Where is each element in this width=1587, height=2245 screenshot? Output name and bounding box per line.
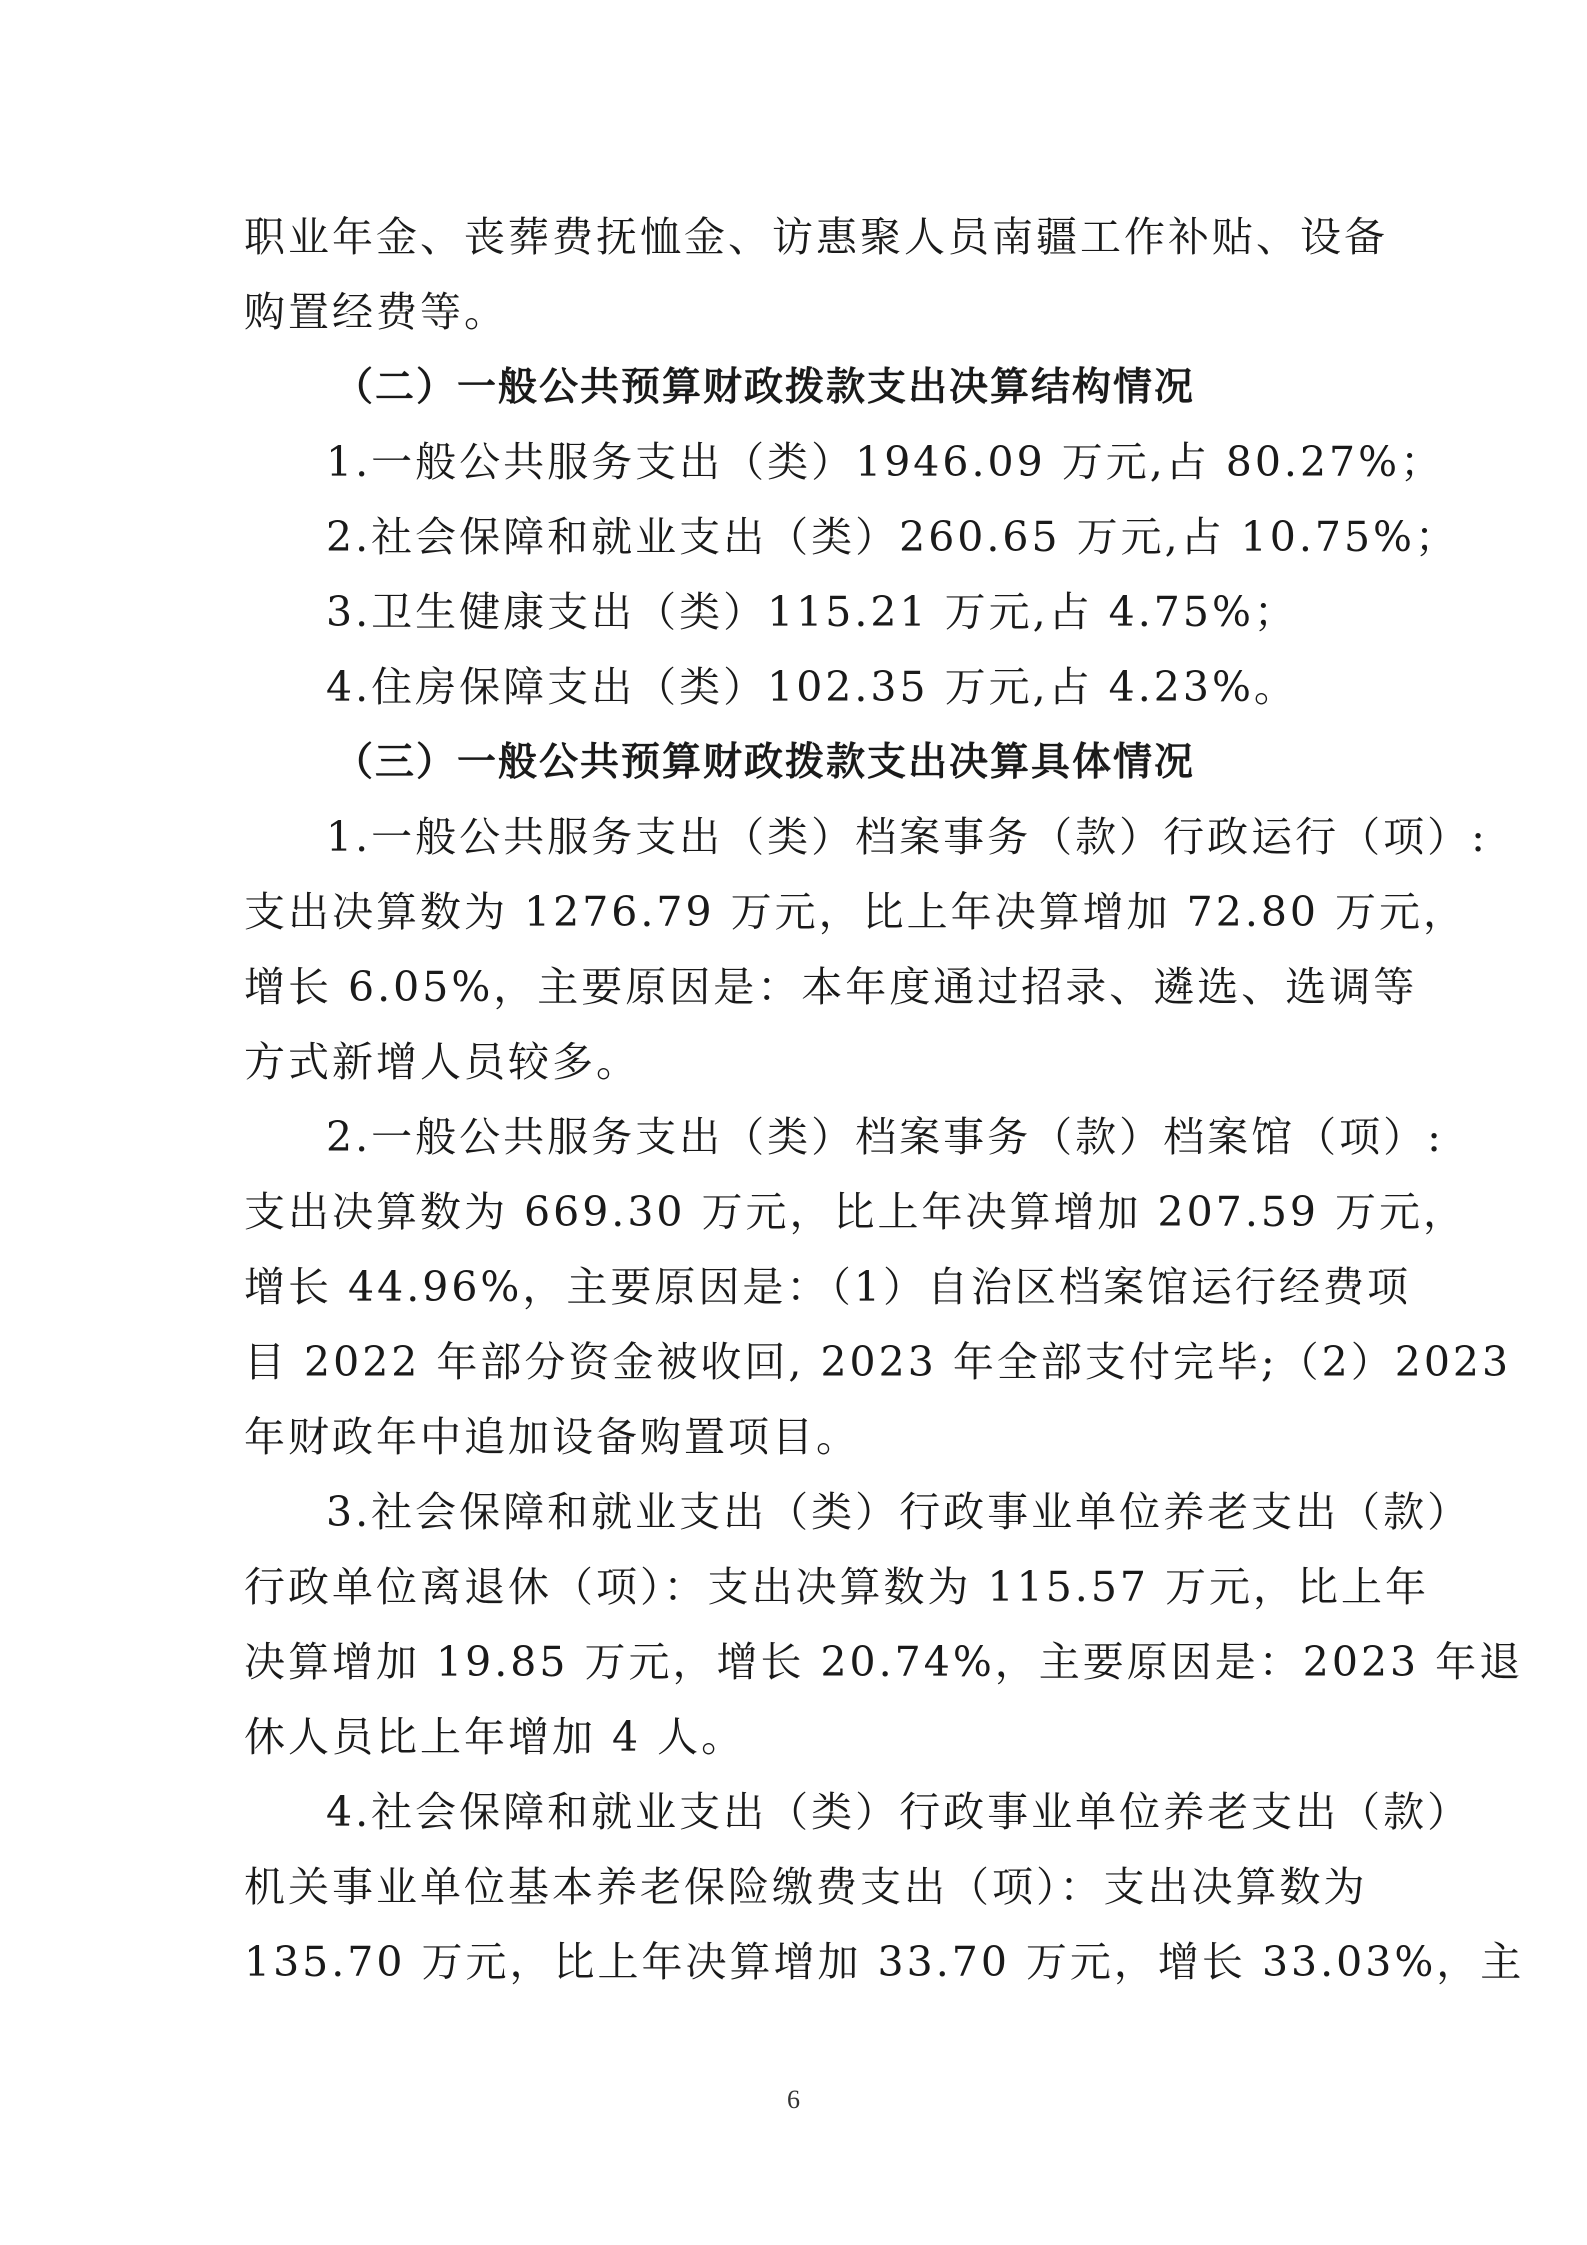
page-number: 6 [787, 2085, 800, 2114]
paragraph-line: 135.70 万元，比上年决算增加 33.70 万元，增长 33.03%，主 [244, 1938, 1525, 1986]
intro-line-1: 职业年金、丧葬费抚恤金、访惠聚人员南疆工作补贴、设备 [244, 213, 1388, 261]
section-2-item-4: 4.住房保障支出（类）102.35 万元,占 4.23%。 [326, 663, 1298, 711]
paragraph-line: 3.社会保障和就业支出（类）行政事业单位养老支出（款） [326, 1488, 1472, 1536]
intro-line-2: 购置经费等。 [244, 288, 508, 336]
section-3-paragraph-4 [244, 1775, 1525, 2000]
paragraph-line: 增长 44.96%，主要原因是：（1）自治区档案馆运行经费项 [244, 1263, 1411, 1311]
document-page [244, 200, 1525, 2000]
section-3-paragraph-3 [244, 1475, 1524, 1775]
paragraph-line: 2.一般公共服务支出（类）档案事务（款）档案馆（项）: [326, 1113, 1444, 1161]
section-2-item-3: 3.卫生健康支出（类）115.21 万元,占 4.75%； [326, 588, 1298, 636]
paragraph-line: 决算增加 19.85 万元，增长 20.74%，主要原因是：2023 年退 [244, 1638, 1524, 1686]
paragraph-line: 机关事业单位基本养老保险缴费支出（项）：支出决算数为 [244, 1863, 1368, 1911]
section-2-heading: （二）一般公共预算财政拨款支出决算结构情况 [334, 365, 1196, 410]
paragraph-line: 年财政年中追加设备购置项目。 [244, 1413, 860, 1461]
paragraph-line: 休人员比上年增加 4 人。 [244, 1713, 746, 1761]
section-3-paragraph-2 [244, 1100, 1512, 1475]
paragraph-line: 行政单位离退休（项）：支出决算数为 115.57 万元，比上年 [244, 1563, 1430, 1611]
section-3-heading: （三）一般公共预算财政拨款支出决算具体情况 [334, 740, 1196, 785]
paragraph-line: 4.社会保障和就业支出（类）行政事业单位养老支出（款） [326, 1788, 1472, 1836]
section-2-item-1: 1.一般公共服务支出（类）1946.09 万元,占 80.27%； [326, 438, 1445, 486]
paragraph-line: 支出决算数为 669.30 万元，比上年决算增加 207.59 万元， [244, 1188, 1468, 1236]
section-3-paragraph-1 [244, 800, 1488, 1100]
paragraph-line: 支出决算数为 1276.79 万元，比上年决算增加 72.80 万元， [244, 888, 1468, 936]
paragraph-line: 增长 6.05%，主要原因是：本年度通过招录、遴选、选调等 [244, 963, 1418, 1011]
paragraph-line: 1.一般公共服务支出（类）档案事务（款）行政运行（项）: [326, 813, 1488, 861]
section-2-item-2: 2.社会保障和就业支出（类）260.65 万元,占 10.75%； [326, 513, 1460, 561]
paragraph-line: 目 2022 年部分资金被收回, 2023 年全部支付完毕;（2）2023 [244, 1338, 1512, 1386]
paragraph-line: 方式新增人员较多。 [244, 1038, 640, 1086]
